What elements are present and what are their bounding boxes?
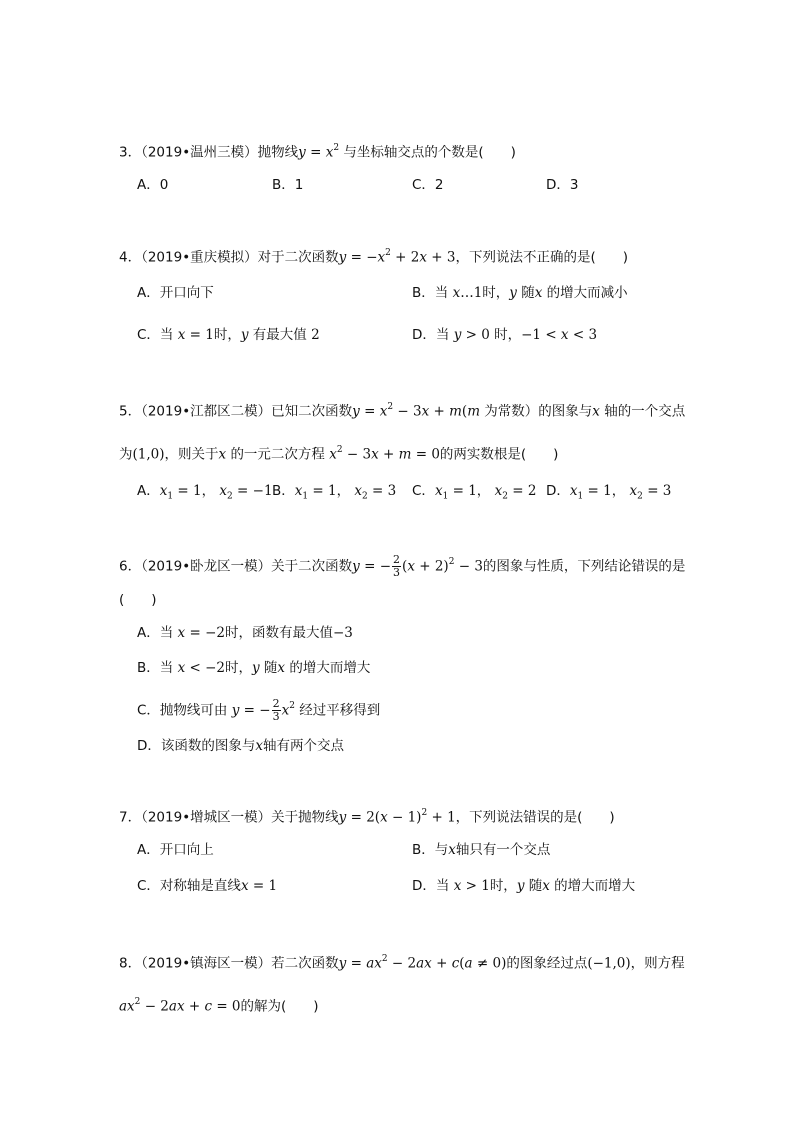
question-4-option-d-text: 时， (494, 327, 522, 343)
question-8-stem-line2: $ax^2 - 2ax + c = 0$的解为( ) (119, 997, 319, 1015)
question-8-stem-mid: 的图象经过点 (506, 955, 588, 972)
question-4-option-c-label: C．当 (137, 327, 174, 343)
question-6-stem: 6．（2019•卧龙区一模）关于二次函数y = − $\frac{2}{3}$ $(x + 2)^2 - 3$的图象与性质，下列结论错误的是 (119, 553, 686, 579)
question-6-option-b-text2: 随 (263, 660, 278, 676)
question-4-option-c-tail: 有最大值 (252, 327, 307, 343)
question-6-stem-text: 6．（2019•卧龙区一模）关于二次函数 (119, 558, 353, 575)
question-5-line2-tail: 的两实数根是( ) (439, 446, 559, 463)
question-7-stem-tail: ，下列说法错误的是( ) (455, 809, 615, 826)
question-4-option-b[interactable]: B．当 x…1时，y 随x 的增大而减小 (412, 285, 628, 301)
question-4-option-b-text2: 随 (521, 285, 535, 301)
question-5-option-d[interactable]: D．$x_1 = 1$， $x_2 = 3$ (546, 483, 672, 502)
question-4-option-c-text: 时， (213, 327, 241, 343)
question-5-option-a[interactable]: A．$x_1 = 1$， $x_2 = -1$ (137, 483, 273, 502)
question-3-option-b[interactable]: B．1 (272, 177, 304, 193)
question-5-stem-text: 5．（2019•江都区二模）已知二次函数 (119, 403, 353, 420)
question-6-option-b-text: 时， (224, 660, 252, 676)
question-6-option-b-label: B．当 (137, 660, 174, 676)
question-5-line2-text: 为 (119, 446, 133, 463)
question-6-option-c-label: C．抛物线可由 (137, 702, 228, 719)
question-8-line2-tail: 的解为( ) (240, 998, 319, 1015)
question-6-option-b[interactable]: B．当 x < −2时，y 随x 的增大而增大 (137, 660, 371, 676)
question-4-option-d[interactable]: D．当 y > 0 时，−1 < x < 3 (412, 327, 598, 343)
question-6-option-c[interactable]: C．抛物线可由 y = − $\frac{2}{3}$ $x^2$ 经过平移得到 (137, 697, 381, 723)
question-7-option-c[interactable]: C．对称轴是直线x = 1 (137, 878, 278, 894)
question-6-stem-tail: 的图象与性质，下列结论错误的是 (482, 558, 686, 575)
question-4-option-d-label: D．当 (412, 327, 450, 343)
question-6-option-b-tail: 的增大而增大 (289, 660, 371, 676)
question-8-stem-tail: ，则方程 (630, 955, 685, 972)
question-7-option-b-tail: 轴只有一个交点 (455, 842, 551, 858)
question-7-option-d-tail: 的增大而增大 (554, 878, 636, 894)
question-4-option-b-text: 时， (482, 285, 510, 301)
question-5-option-d-label: D． (546, 483, 570, 499)
question-4-option-b-tail: 的增大而减小 (546, 285, 628, 301)
question-6-option-c-tail: 经过平移得到 (299, 702, 381, 719)
question-5-option-c[interactable]: C．$x_1 = 1$， $x_2 = 2$ (412, 483, 537, 502)
question-4-stem: 4．（2019•重庆模拟）对于二次函数$y = -x^2 + 2x + 3$，下列说法不正确的是( ) (119, 248, 629, 266)
question-6-option-d[interactable]: D．该函数的图象与x轴有两个交点 (137, 738, 345, 754)
question-6-option-d-tail: 轴有两个交点 (263, 738, 345, 754)
question-7-option-d-text2: 随 (528, 878, 543, 894)
question-5-stem: 5．（2019•江都区二模）已知二次函数$y = x^2 - 3x + m(m$ 为常数）的图象与x 轴的一个交点 (119, 402, 686, 420)
question-6-option-a-text: 时，函数有最大值 (224, 625, 333, 641)
question-7-option-b[interactable]: B．与x轴只有一个交点 (412, 842, 551, 858)
question-4-option-b-label: B．当 (412, 285, 449, 301)
question-8-stem-text: 8．（2019•镇海区一模）若二次函数 (119, 955, 339, 972)
question-3-option-d[interactable]: D．3 (546, 177, 579, 193)
question-7-stem-text: 7．（2019•增城区一模）关于抛物线 (119, 809, 339, 826)
question-4-stem-tail: ，下列说法不正确的是( ) (455, 249, 629, 266)
question-7-option-a[interactable]: A．开口向上 (137, 842, 214, 858)
question-7-option-d-label: D．当 (412, 878, 450, 894)
question-3-stem-tail: 与坐标轴交点的个数是( ) (343, 144, 516, 161)
question-5-option-b-label: B． (272, 483, 295, 499)
question-7-option-b-label: B．与 (412, 842, 449, 858)
question-6-stem-line2: ( ) (119, 592, 157, 608)
question-4-option-c[interactable]: C．当 x = 1时，y 有最大值 2 (137, 327, 320, 343)
question-7-option-c-label: C．对称轴是直线 (137, 878, 241, 894)
question-3-option-c[interactable]: C．2 (412, 177, 444, 193)
question-3-stem-text: 3．（2019•温州三模）抛物线 (119, 144, 299, 161)
question-4-option-a[interactable]: A．开口向下 (137, 285, 214, 301)
question-6-option-a[interactable]: A．当 x = −2时，函数有最大值−3 (137, 625, 353, 641)
question-4-stem-text: 4．（2019•重庆模拟）对于二次函数 (119, 249, 339, 266)
question-7-option-d-text: 时， (489, 878, 517, 894)
question-5-line2-mid: ，则关于 (164, 446, 219, 463)
question-5-stem-line2: 为(1,0)，则关于x 的一元二次方程 $x^2 - 3x + m = 0$的两实数根是( ) (119, 445, 559, 463)
question-3-option-a[interactable]: A．0 (137, 177, 169, 193)
question-7-stem: 7．（2019•增城区一模）关于抛物线$y = 2(x - 1)^2 + 1$，下列说法错误的是( ) (119, 808, 615, 826)
question-8-stem: 8．（2019•镇海区一模）若二次函数$y = ax^2 - 2ax + c(a \ne 0)$的图象经过点(−1,0)，则方程 (119, 954, 685, 972)
question-5-option-b[interactable]: B．$x_1 = 1$， $x_2 = 3$ (272, 483, 397, 502)
question-5-option-c-label: C． (412, 483, 435, 499)
question-5-stem-mid: 为常数）的图象与 (484, 403, 593, 420)
question-5-line2-mid2: 的一元二次方程 (230, 446, 325, 463)
question-6-option-d-label: D．该函数的图象与 (137, 738, 256, 754)
question-7-option-d[interactable]: D．当 x > 1时，y 随x 的增大而增大 (412, 878, 636, 894)
question-5-stem-tail: 轴的一个交点 (604, 403, 686, 420)
question-6-option-a-label: A．当 (137, 625, 174, 641)
question-5-option-a-label: A． (137, 483, 160, 499)
question-3-stem: 3．（2019•温州三模）抛物线$y = x^2$ 与坐标轴交点的个数是( ) (119, 143, 516, 161)
